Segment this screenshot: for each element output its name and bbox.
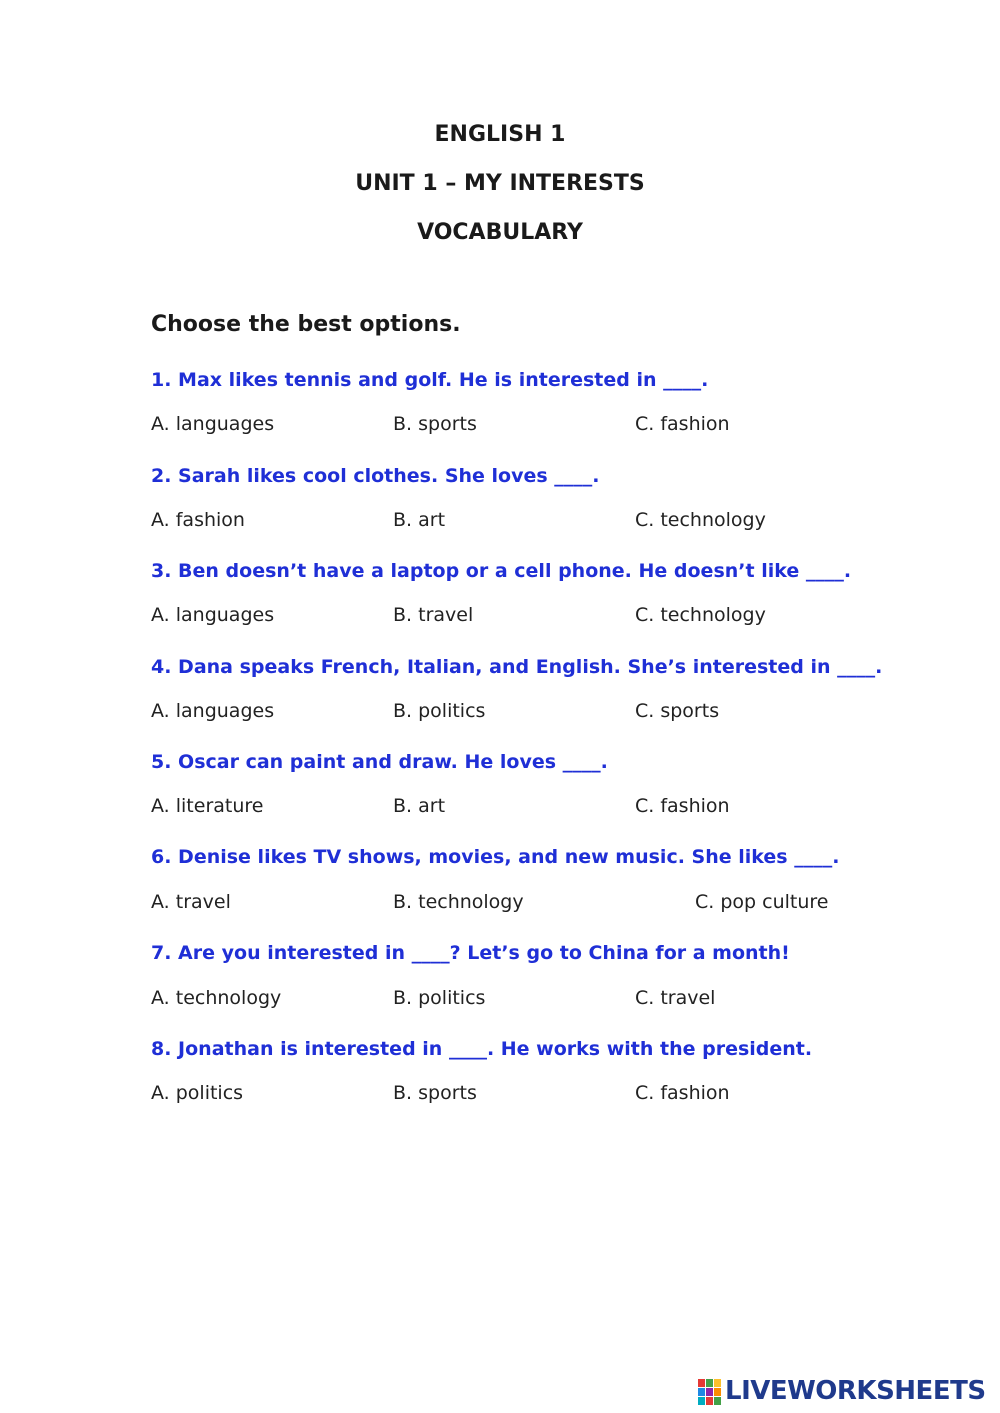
q6-option-c[interactable]: C. pop culture	[695, 891, 829, 913]
q1-option-b[interactable]: B. sports	[393, 413, 477, 435]
liveworksheets-logo-icon	[698, 1379, 722, 1405]
q6-option-b[interactable]: B. technology	[393, 891, 524, 913]
q5-option-a[interactable]: A. literature	[151, 795, 264, 817]
worksheet-course-title: ENGLISH 1	[434, 122, 566, 147]
q4-option-a[interactable]: A. languages	[151, 700, 275, 722]
q3-option-c[interactable]: C. technology	[635, 604, 766, 626]
question-2: 2. Sarah likes cool clothes. She loves ____.	[151, 465, 600, 487]
question-4: 4. Dana speaks French, Italian, and English. She’s interested in ____.	[151, 656, 883, 678]
q1-option-a[interactable]: A. languages	[151, 413, 275, 435]
instructions: Choose the best options.	[151, 312, 461, 337]
q6-option-a[interactable]: A. travel	[151, 891, 231, 913]
liveworksheets-brand	[698, 1376, 994, 1410]
q2-option-b[interactable]: B. art	[393, 509, 446, 531]
q7-option-a[interactable]: A. technology	[151, 987, 282, 1009]
q3-option-b[interactable]: B. travel	[393, 604, 474, 626]
q5-option-c[interactable]: C. fashion	[635, 795, 730, 817]
question-7: 7. Are you interested in ____? Let’s go to China for a month!	[151, 942, 790, 964]
q5-option-b[interactable]: B. art	[393, 795, 446, 817]
question-6: 6. Denise likes TV shows, movies, and new music. She likes ____.	[151, 846, 840, 868]
q8-option-b[interactable]: B. sports	[393, 1082, 477, 1104]
q4-option-c[interactable]: C. sports	[635, 700, 720, 722]
q4-option-b[interactable]: B. politics	[393, 700, 486, 722]
question-8: 8. Jonathan is interested in ____. He works with the president.	[151, 1038, 813, 1060]
question-3: 3. Ben doesn’t have a laptop or a cell phone. He doesn’t like ____.	[151, 560, 852, 582]
q8-option-a[interactable]: A. politics	[151, 1082, 244, 1104]
q2-option-c[interactable]: C. technology	[635, 509, 766, 531]
q7-option-c[interactable]: C. travel	[635, 987, 716, 1009]
brand-name: LIVEWORKSHEETS	[725, 1376, 986, 1406]
q3-option-a[interactable]: A. languages	[151, 604, 275, 626]
q1-option-c[interactable]: C. fashion	[635, 413, 730, 435]
worksheet-unit-title: UNIT 1 – MY INTERESTS	[355, 171, 645, 196]
q7-option-b[interactable]: B. politics	[393, 987, 486, 1009]
question-5: 5. Oscar can paint and draw. He loves ____.	[151, 751, 608, 773]
question-1: 1. Max likes tennis and golf. He is interested in ____.	[151, 369, 709, 391]
worksheet-section-title: VOCABULARY	[417, 220, 583, 245]
q2-option-a[interactable]: A. fashion	[151, 509, 245, 531]
q8-option-c[interactable]: C. fashion	[635, 1082, 730, 1104]
